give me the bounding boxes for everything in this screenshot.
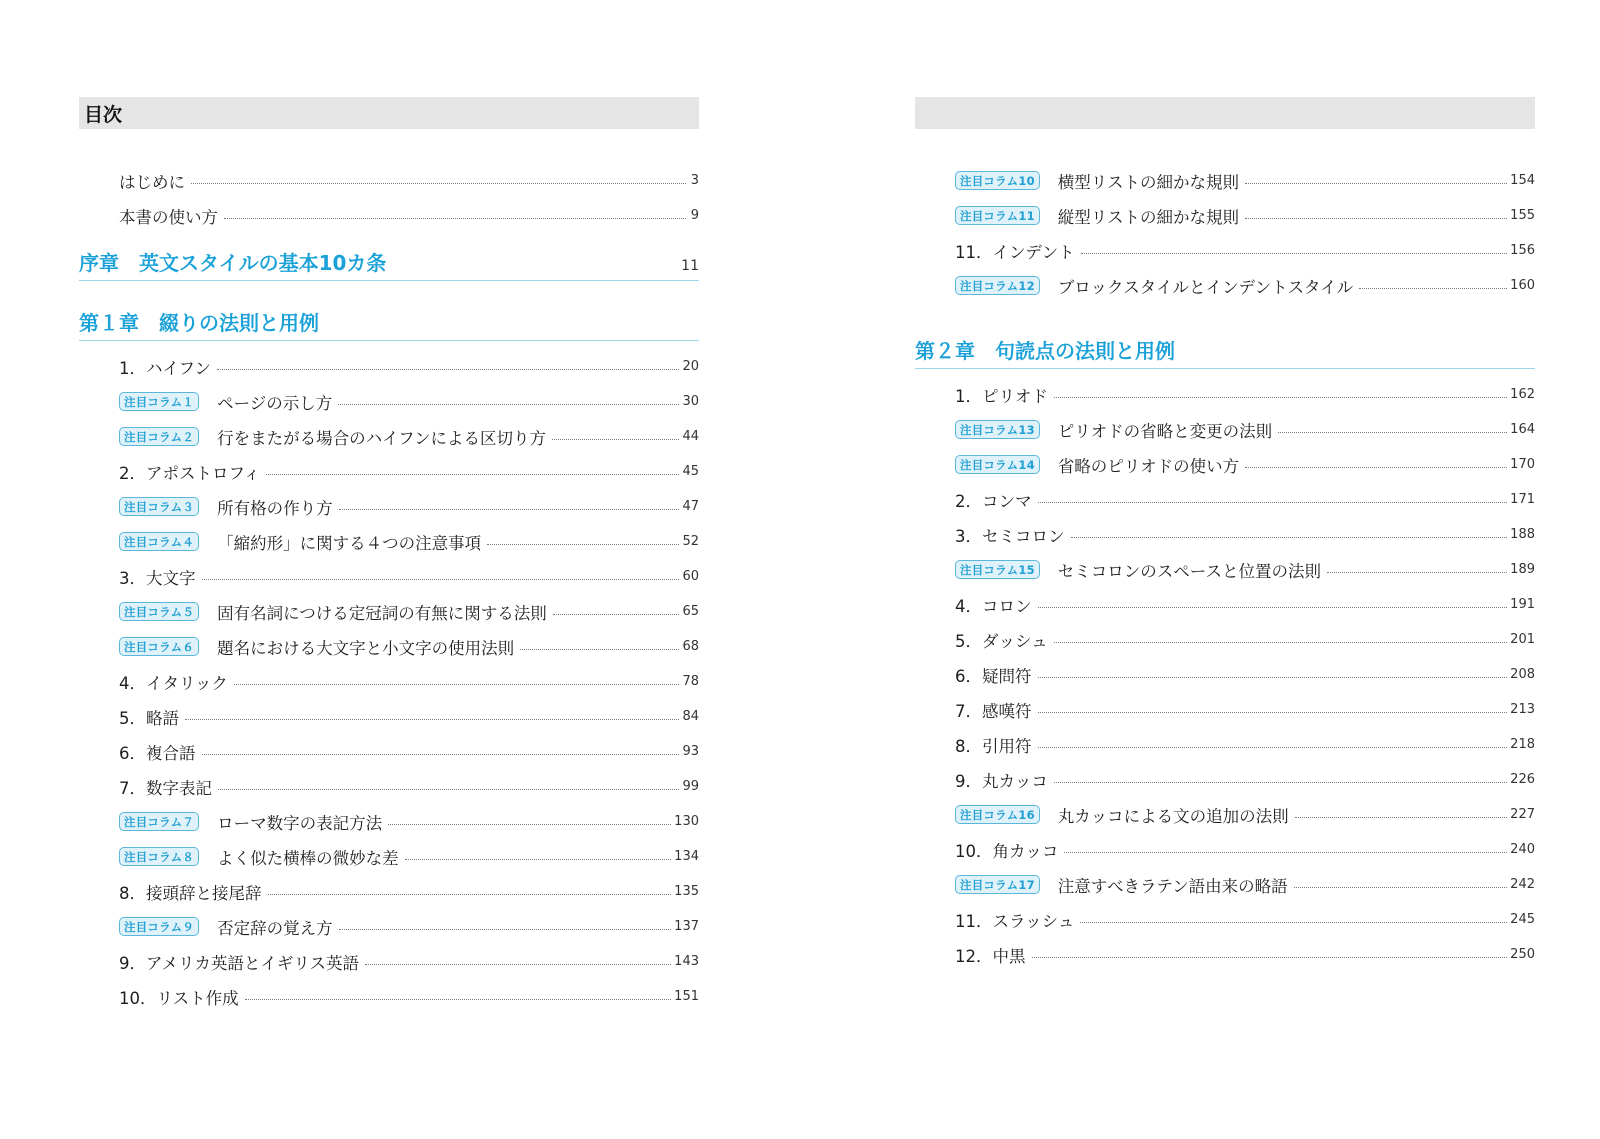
page-number: 160 xyxy=(1510,278,1535,293)
dot-leader xyxy=(338,404,679,405)
entry-label: はじめに xyxy=(119,169,188,193)
entry-label: 6．疑問符 xyxy=(955,663,1035,687)
toc-entry[interactable] xyxy=(915,377,1535,412)
toc-entry[interactable] xyxy=(79,384,699,419)
column-badge: 注目コラム４ xyxy=(119,532,199,551)
continued-entries xyxy=(915,163,1535,303)
toc-entry[interactable] xyxy=(79,163,699,198)
toc-entry[interactable] xyxy=(79,349,699,384)
dot-leader xyxy=(388,824,671,825)
entry-label: 縦型リストの細かな規則 xyxy=(1058,204,1242,228)
entry-label: 3．セミコロン xyxy=(955,523,1068,547)
entry-label: セミコロンのスペースと位置の法則 xyxy=(1058,558,1324,582)
entry-label: 10．リスト作成 xyxy=(119,985,242,1009)
right-page xyxy=(915,97,1535,972)
dot-leader xyxy=(185,719,679,720)
entry-label: 11．インデント xyxy=(955,239,1078,263)
entry-label: ピリオドの省略と変更の法則 xyxy=(1058,418,1275,442)
dot-leader xyxy=(1245,467,1507,468)
chapter1-heading[interactable] xyxy=(79,307,699,341)
page-number: 162 xyxy=(1510,387,1535,402)
entry-label: 8．引用符 xyxy=(955,733,1035,757)
toc-entry[interactable] xyxy=(915,797,1535,832)
dot-leader xyxy=(1064,852,1507,853)
column-badge: 注目コラム17 xyxy=(955,875,1040,894)
entry-label: 4．コロン xyxy=(955,593,1035,617)
page-number: 171 xyxy=(1510,492,1535,507)
entry-label: 7．感嘆符 xyxy=(955,698,1035,722)
dot-leader xyxy=(1080,922,1507,923)
toc-entry[interactable] xyxy=(79,489,699,524)
page-number: 240 xyxy=(1510,842,1535,857)
chapter2-entries xyxy=(915,377,1535,972)
entry-label: ローマ数字の表記方法 xyxy=(217,810,385,834)
page-number: 170 xyxy=(1510,457,1535,472)
page-number: 250 xyxy=(1510,947,1535,962)
dot-leader xyxy=(234,684,680,685)
page-number: 93 xyxy=(682,744,699,759)
toc-entry[interactable] xyxy=(915,727,1535,762)
chapter-title: 第１章 綴りの法則と用例 xyxy=(79,311,319,335)
toc-entry[interactable] xyxy=(915,867,1535,902)
toc-entry[interactable] xyxy=(79,909,699,944)
dot-leader xyxy=(1054,642,1508,643)
page-number: 78 xyxy=(682,674,699,689)
page-number: 44 xyxy=(682,429,699,444)
toc-entry[interactable] xyxy=(79,664,699,699)
dot-leader xyxy=(245,999,672,1000)
toc-entry[interactable] xyxy=(79,198,699,233)
entry-label: 2．アポストロフィ xyxy=(119,460,263,484)
column-badge: 注目コラム１ xyxy=(119,392,199,411)
dot-leader xyxy=(339,929,672,930)
dot-leader xyxy=(520,649,679,650)
dot-leader xyxy=(1081,253,1508,254)
column-badge: 注目コラム２ xyxy=(119,427,199,446)
entry-label: 1．ハイフン xyxy=(119,355,214,379)
page-number: 134 xyxy=(674,849,699,864)
dot-leader xyxy=(1245,218,1507,219)
toc-header-bar xyxy=(79,97,699,129)
toc-entry[interactable] xyxy=(79,419,699,454)
page-number: 68 xyxy=(682,639,699,654)
entry-label: 3．大文字 xyxy=(119,565,199,589)
column-badge: 注目コラム15 xyxy=(955,560,1040,579)
page-number: 3 xyxy=(690,173,699,188)
left-page xyxy=(79,97,699,1014)
toc-entry[interactable] xyxy=(79,594,699,629)
page-number: 60 xyxy=(682,569,699,584)
dot-leader xyxy=(1359,288,1507,289)
dot-leader xyxy=(268,894,672,895)
toc-entry[interactable] xyxy=(79,454,699,489)
page-number: 143 xyxy=(674,954,699,969)
toc-entry[interactable] xyxy=(79,979,699,1014)
entry-label: 8．接頭辞と接尾辞 xyxy=(119,880,265,904)
dot-leader xyxy=(1294,887,1508,888)
toc-entry[interactable] xyxy=(915,692,1535,727)
toc-entry[interactable] xyxy=(915,622,1535,657)
page-number: 154 xyxy=(1510,173,1535,188)
toc-entry[interactable] xyxy=(915,657,1535,692)
chapter-title: 第２章 句読点の法則と用例 xyxy=(915,339,1175,363)
dot-leader xyxy=(1278,432,1507,433)
column-badge: 注目コラム６ xyxy=(119,637,199,656)
toc-entry[interactable] xyxy=(79,839,699,874)
entry-label: 9．アメリカ英語とイギリス英語 xyxy=(119,950,362,974)
toc-entry[interactable] xyxy=(915,268,1535,303)
page-number: 191 xyxy=(1510,597,1535,612)
dot-leader xyxy=(1038,607,1508,608)
dot-leader xyxy=(218,789,679,790)
entry-label: ページの示し方 xyxy=(217,390,335,414)
dot-leader xyxy=(266,474,679,475)
dot-leader xyxy=(1295,817,1508,818)
dot-leader xyxy=(405,859,672,860)
entry-label: 題名における大文字と小文字の使用法則 xyxy=(217,635,517,659)
page-number: 213 xyxy=(1510,702,1535,717)
toc-entry[interactable] xyxy=(79,524,699,559)
entry-label: 10．角カッコ xyxy=(955,838,1061,862)
entry-label: 省略のピリオドの使い方 xyxy=(1058,453,1242,477)
entry-label: 行をまたがる場合のハイフンによる区切り方 xyxy=(217,425,549,449)
page-number: 52 xyxy=(682,534,699,549)
dot-leader xyxy=(202,579,680,580)
entry-label: 7．数字表記 xyxy=(119,775,215,799)
page-number: 188 xyxy=(1510,527,1535,542)
page-number: 30 xyxy=(682,394,699,409)
dot-leader xyxy=(1038,747,1508,748)
page-number: 189 xyxy=(1510,562,1535,577)
page-number: 245 xyxy=(1510,912,1535,927)
dot-leader xyxy=(224,218,686,219)
dot-leader xyxy=(1054,397,1507,398)
entry-label: 丸カッコによる文の追加の法則 xyxy=(1058,803,1292,827)
column-badge: 注目コラム16 xyxy=(955,805,1040,824)
entry-label: 注意すべきラテン語由来の略語 xyxy=(1058,873,1291,897)
toc-entry[interactable] xyxy=(915,482,1535,517)
toc-entry[interactable] xyxy=(79,559,699,594)
page-number: 45 xyxy=(682,464,699,479)
page-number: 20 xyxy=(682,359,699,374)
entry-label: 5．ダッシュ xyxy=(955,628,1051,652)
column-badge: 注目コラム７ xyxy=(119,812,199,831)
entry-label: 4．イタリック xyxy=(119,670,231,694)
entry-label: 9．丸カッコ xyxy=(955,768,1051,792)
entry-label: 「縮約形」に関する４つの注意事項 xyxy=(217,530,484,554)
toc-entry[interactable] xyxy=(915,198,1535,233)
toc-entry[interactable] xyxy=(79,699,699,734)
toc-entry[interactable] xyxy=(79,629,699,664)
page-number: 164 xyxy=(1510,422,1535,437)
entry-label: 固有名詞につける定冠詞の有無に関する法則 xyxy=(217,600,550,624)
toc-entry[interactable] xyxy=(915,587,1535,622)
toc-entry[interactable] xyxy=(79,769,699,804)
toc-entry[interactable] xyxy=(915,517,1535,552)
entry-label: 本書の使い方 xyxy=(119,204,221,228)
page-number: 135 xyxy=(674,884,699,899)
front-entries xyxy=(79,163,699,233)
column-badge: 注目コラム14 xyxy=(955,455,1040,474)
page-number: 99 xyxy=(682,779,699,794)
toc-entry[interactable] xyxy=(79,944,699,979)
dot-leader xyxy=(339,509,680,510)
dot-leader xyxy=(553,614,680,615)
page-number: 65 xyxy=(682,604,699,619)
dot-leader xyxy=(202,754,680,755)
page-number: 155 xyxy=(1510,208,1535,223)
dot-leader xyxy=(552,439,680,440)
dot-leader xyxy=(365,964,671,965)
dot-leader xyxy=(1071,537,1508,538)
entry-label: 6．複合語 xyxy=(119,740,199,764)
dot-leader xyxy=(191,183,686,184)
entry-label: 否定辞の覚え方 xyxy=(217,915,336,939)
dot-leader xyxy=(487,544,679,545)
page-number: 130 xyxy=(674,814,699,829)
dot-leader xyxy=(1038,712,1508,713)
entry-label: ブロックスタイルとインデントスタイル xyxy=(1058,274,1356,298)
toc-entry[interactable] xyxy=(915,412,1535,447)
column-badge: 注目コラム９ xyxy=(119,917,199,936)
toc-title: 目次 xyxy=(84,103,123,126)
chapter-page-number: 11 xyxy=(681,258,699,274)
column-badge: 注目コラム10 xyxy=(955,171,1040,190)
entry-label: 横型リストの細かな規則 xyxy=(1058,169,1242,193)
entry-label: 5．略語 xyxy=(119,705,182,729)
page-number: 218 xyxy=(1510,737,1535,752)
column-badge: 注目コラム12 xyxy=(955,276,1040,295)
page-number: 9 xyxy=(690,208,699,223)
entry-label: 1．ピリオド xyxy=(955,383,1051,407)
page-number: 137 xyxy=(674,919,699,934)
column-badge: 注目コラム11 xyxy=(955,206,1040,225)
toc-entry[interactable] xyxy=(79,874,699,909)
toc-entry[interactable] xyxy=(915,447,1535,482)
entry-label: 2．コンマ xyxy=(955,488,1035,512)
dot-leader xyxy=(1327,572,1507,573)
entry-label: 所有格の作り方 xyxy=(217,495,336,519)
page-number: 84 xyxy=(682,709,699,724)
dot-leader xyxy=(1054,782,1507,783)
toc-entry[interactable] xyxy=(79,734,699,769)
toc-header-bar-continued xyxy=(915,97,1535,129)
page-number: 226 xyxy=(1510,772,1535,787)
chapter1-entries xyxy=(79,349,699,1014)
chapter2-heading[interactable] xyxy=(915,335,1535,369)
toc-entry[interactable] xyxy=(915,832,1535,867)
dot-leader xyxy=(1038,677,1508,678)
toc-entry[interactable] xyxy=(915,762,1535,797)
toc-entry[interactable] xyxy=(915,552,1535,587)
page-number: 201 xyxy=(1510,632,1535,647)
column-badge: 注目コラム13 xyxy=(955,420,1040,439)
toc-entry[interactable] xyxy=(79,804,699,839)
column-badge: 注目コラム５ xyxy=(119,602,199,621)
dot-leader xyxy=(1245,183,1507,184)
entry-label: 11．スラッシュ xyxy=(955,908,1077,932)
toc-entry[interactable] xyxy=(915,163,1535,198)
entry-label: よく似た横棒の微妙な差 xyxy=(217,845,402,869)
intro-chapter-heading[interactable] xyxy=(79,247,699,281)
toc-entry[interactable] xyxy=(915,902,1535,937)
column-badge: 注目コラム３ xyxy=(119,497,199,516)
entry-label: 12．中黒 xyxy=(955,943,1029,967)
page-number: 156 xyxy=(1510,243,1535,258)
toc-entry[interactable] xyxy=(915,937,1535,972)
page-number: 227 xyxy=(1510,807,1535,822)
page-number: 242 xyxy=(1510,877,1535,892)
column-badge: 注目コラム８ xyxy=(119,847,199,866)
page-number: 208 xyxy=(1510,667,1535,682)
chapter-title: 序章 英文スタイルの基本10カ条 xyxy=(79,251,387,275)
dot-leader xyxy=(1038,502,1508,503)
page-number: 151 xyxy=(674,989,699,1004)
dot-leader xyxy=(217,369,680,370)
dot-leader xyxy=(1032,957,1508,958)
page-number: 47 xyxy=(682,499,699,514)
toc-entry[interactable] xyxy=(915,233,1535,268)
